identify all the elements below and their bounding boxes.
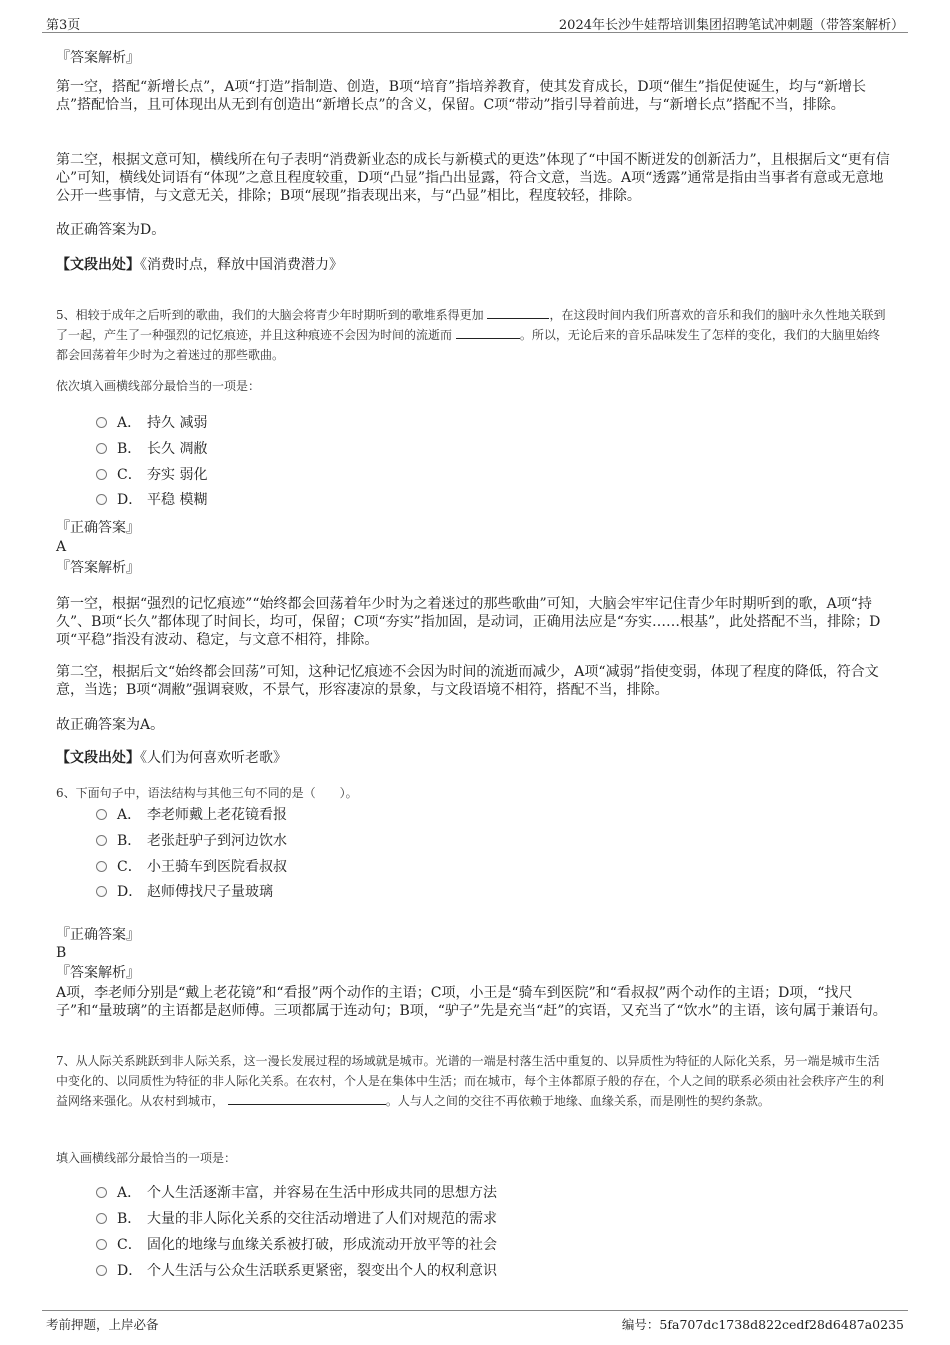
page-footer <box>42 1310 908 1333</box>
q6-option-b[interactable]: B． 老张赶驴子到河边饮水 <box>96 831 287 851</box>
q5-option-c[interactable]: C． 夯实 弱化 <box>96 465 207 485</box>
blank-1 <box>487 306 549 319</box>
q6-stem: 6、下面句子中，语法结构与其他三句不同的是（ ）。 <box>56 786 358 800</box>
q7-option-c[interactable]: C． 固化的地缘与血缘关系被打破，形成流动开放平等的社会 <box>96 1235 497 1255</box>
q4-source: 【文段出处】《消费时点，释放中国消费潜力》 <box>56 257 343 273</box>
q4-analysis-para1: 第一空，搭配“新增长点”，A项“打造”指制造、创造，B项“培育”指培养教育，使其发育成长，D项“催生”指促使诞生，均与“新增长点”搭配恰当，且可体现出从无到有创造出“新增长点”的含义，保留。C项“带动”指引导着前进，与“新增长点”搭配不当，排除。 <box>56 79 867 113</box>
q6-correct-label: 『正确答案』 <box>56 927 140 943</box>
q5-prompt: 依次填入画横线部分最恰当的一项是： <box>56 379 261 393</box>
q5-analysis-para1: 第一空，根据“强烈的记忆痕迹”“始终都会回荡着年少时为之着迷过的那些歌曲”可知，大脑会牢牢记住青少年时期听到的歌，A项“持久”、B项“长久”都体现了时间长，均可，保留；C项“夯实”指加固，是动词，正确用法应是“夯实……根基”，此处搭配不当，排除；D项“平稳”指没有波动、稳定，与文意不相符，排除。 <box>56 596 881 648</box>
radio-icon[interactable] <box>96 443 107 454</box>
q7-option-a[interactable]: A． 个人生活逐渐丰富，并容易在生活中形成共同的思想方法 <box>96 1183 497 1203</box>
radio-icon[interactable] <box>96 1239 107 1250</box>
q6-analysis: A项，李老师分别是“戴上老花镜”和“看报”两个动作的主语；C项，小王是“骑车到医院”和“看叔叔”两个动作的主语；D项，“找尺子”和“量玻璃”的主语都是赵师傅。三项都属于连动句；B项，“驴子”先是充当“赶”的宾语，又充当了“饮水”的主语，该句属于兼语句。 <box>56 985 887 1019</box>
q5-stem: 5、相较于成年之后听到的歌曲，我们的大脑会将青少年时期听到的歌堆系得更加 ，在这段时间内我们所喜欢的音乐和我们的脑叶永久性地关联到了一起，产生了一种强烈的记忆痕迹，并且这种痕迹不会因为时间的流逝而 。所以，无论后来的音乐品味发生了怎样的变化，我们的大脑里始终都会回荡着年少时为之着迷过的那些歌曲。 <box>56 308 886 362</box>
q7-option-b[interactable]: B． 大量的非人际化关系的交往活动增进了人们对规范的需求 <box>96 1209 497 1229</box>
radio-icon[interactable] <box>96 494 107 505</box>
q5-final-answer: 故正确答案为A。 <box>56 717 165 733</box>
q5-option-b[interactable]: B． 长久 凋敝 <box>96 439 207 459</box>
blank-1 <box>228 1092 386 1105</box>
q7-option-d[interactable]: D． 个人生活与公众生活联系更紧密，裂变出个人的权利意识 <box>96 1261 497 1281</box>
radio-icon[interactable] <box>96 1265 107 1276</box>
q5-correct-label: 『正确答案』 <box>56 520 140 536</box>
radio-icon[interactable] <box>96 1213 107 1224</box>
q6-option-a[interactable]: A． 李老师戴上老花镜看报 <box>96 805 287 825</box>
document-title: 2024年长沙牛娃帮培训集团招聘笔试冲刺题（带答案解析） <box>558 18 904 33</box>
q7-prompt: 填入画横线部分最恰当的一项是： <box>56 1151 237 1165</box>
q6-option-d[interactable]: D． 赵师傅找尺子量玻璃 <box>96 882 273 902</box>
radio-icon[interactable] <box>96 1187 107 1198</box>
q6-correct-answer: B <box>56 945 67 961</box>
q5-analysis-label: 『答案解析』 <box>56 560 140 576</box>
q5-correct-answer: A <box>56 539 67 555</box>
page-header <box>42 12 908 33</box>
q5-source: 【文段出处】《人们为何喜欢听老歌》 <box>56 750 287 766</box>
q5-analysis-para2: 第二空，根据后文“始终都会回荡”可知，这种记忆痕迹不会因为时间的流逝而减少，A项“减弱”指使变弱，体现了程度的降低，符合文意，当选；B项“凋敝”强调衰败，不景气，形容凄凉的景象，与文段语境不相符，搭配不当，排除。 <box>56 664 879 698</box>
q5-option-d[interactable]: D． 平稳 模糊 <box>96 490 207 510</box>
radio-icon[interactable] <box>96 835 107 846</box>
document-id: 编号：5fa707dc1738d822cedf28d6487a0235 <box>621 1317 904 1332</box>
q4-final-answer: 故正确答案为D。 <box>56 222 166 238</box>
q7-stem: 7、从人际关系跳跃到非人际关系，这一漫长发展过程的场域就是城市。光谱的一端是村落生活中重复的、以异质性为特征的人际化关系，另一端是城市生活中变化的、以同质性为特征的非人际化关系。在农村，个人是在集体中生活；而在城市，每个主体都原子般的存在，个人之间的联系必须由社会秩序产生的利益网络来强化。从农村到城市， 。人与人之间的交往不再依赖于地缘、血缘关系，而是刚性的契约条款。 <box>56 1054 885 1108</box>
q4-analysis-label: 『答案解析』 <box>56 50 140 66</box>
blank-2 <box>456 326 520 339</box>
q5-option-a[interactable]: A． 持久 减弱 <box>96 413 207 433</box>
radio-icon[interactable] <box>96 469 107 480</box>
page-number: 第3页 <box>46 18 81 33</box>
radio-icon[interactable] <box>96 861 107 872</box>
q6-option-c[interactable]: C． 小王骑车到医院看叔叔 <box>96 857 287 877</box>
q6-analysis-label: 『答案解析』 <box>56 965 140 981</box>
radio-icon[interactable] <box>96 886 107 897</box>
radio-icon[interactable] <box>96 809 107 820</box>
footer-slogan: 考前押题，上岸必备 <box>46 1317 159 1332</box>
q4-analysis-para2: 第二空，根据文意可知，横线所在句子表明“消费新业态的成长与新模式的更迭”体现了“中国不断迸发的创新活力”，且根据后文“更有信心”可知，横线处词语有“体现”之意且程度较重，D项“凸显”指凸出显露，符合文意，当选。A项“透露”通常是指由当事者有意或无意地公开一些事情，与文意无关，排除；B项“展现”指表现出来，与“凸显”相比，程度较轻，排除。 <box>56 152 890 204</box>
radio-icon[interactable] <box>96 417 107 428</box>
